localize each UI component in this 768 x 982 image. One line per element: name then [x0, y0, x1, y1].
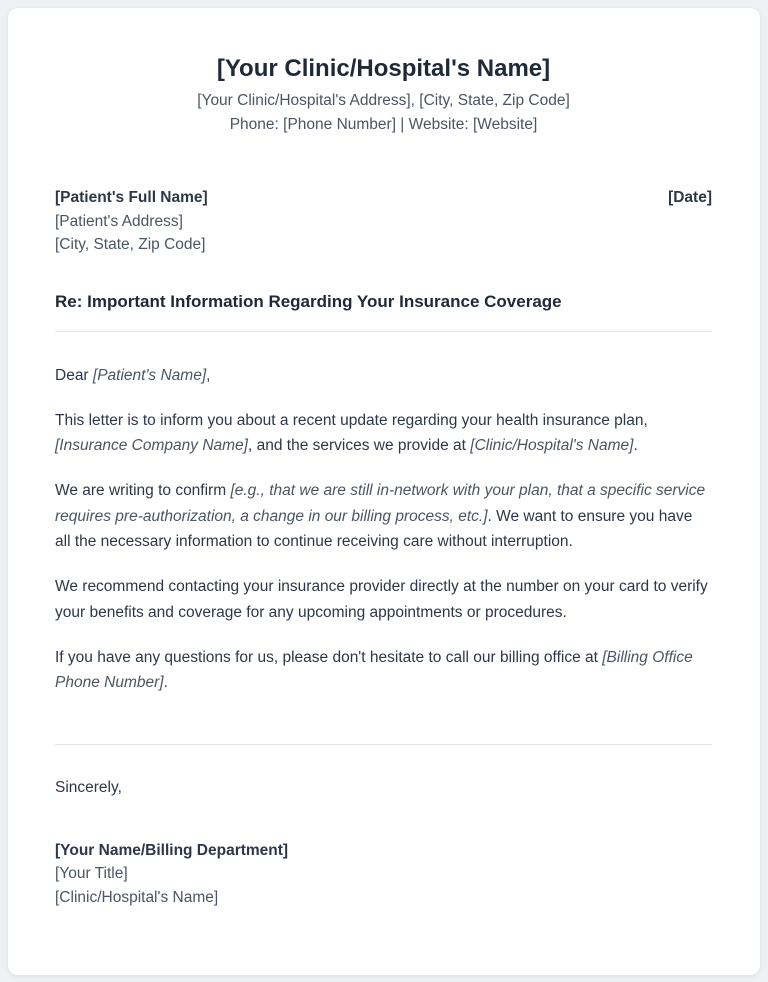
p2-text-b: . We want to ensure you have all the necessary information to continue receiving care without interruption. [55, 507, 693, 550]
signer-name: [Your Name/Billing Department] [55, 841, 289, 859]
paragraph-2 [55, 478, 712, 555]
billing-phone-placeholder: [Billing Office Phone Number] [55, 648, 693, 691]
signature-block [55, 839, 712, 910]
clinic-contact: Phone: [Phone Number] | Website: [Website] [229, 115, 538, 133]
recipient-block [55, 186, 712, 257]
p2-text-a: We are writing to confirm [55, 482, 231, 499]
patient-address: [Patient's Address] [55, 212, 183, 230]
closing: Sincerely, [55, 778, 122, 796]
letter-card [8, 8, 760, 975]
salutation-prefix: Dear [55, 366, 93, 384]
paragraph-1 [55, 408, 712, 459]
salutation-name: [Patient's Name] [92, 366, 207, 384]
clinic-name-placeholder: [Clinic/Hospital's Name] [470, 437, 634, 454]
letterhead [55, 8, 712, 136]
clinic-address: [Your Clinic/Hospital's Address], [City, State, Zip Code] [197, 92, 570, 109]
paragraph-3: We recommend contacting your insurance provider directly at the number on your card to verify your benefits and coverage for any upcoming appointments or procedures. [55, 578, 708, 621]
insurance-company-placeholder: [Insurance Company Name] [55, 437, 248, 454]
p1-text-a: This letter is to inform you about a recent update regarding your health insurance plan, [55, 411, 648, 429]
paragraph-4 [55, 645, 712, 696]
patient-name: [Patient's Full Name] [55, 189, 208, 206]
signer-clinic: [Clinic/Hospital's Name] [55, 888, 219, 906]
example-placeholder: [e.g., that we are still in-network with your plan, that a specific service requires pre-authorization, a change in our billing process, etc.] [55, 482, 706, 525]
patient-city-state-zip: [City, State, Zip Code] [55, 236, 206, 253]
signer-title: [Your Title] [55, 865, 128, 882]
letter-body [55, 363, 712, 696]
clinic-name: [Your Clinic/Hospital's Name] [216, 55, 551, 82]
subject-line: Re: Important Information Regarding Your Insurance Coverage [55, 290, 712, 332]
p4-text-b: . [163, 674, 168, 691]
salutation [55, 363, 712, 389]
p4-text-a: If you have any questions for us, please don't hesitate to call our billing office at [55, 648, 603, 666]
p1-text-b: , and the services we provide at [247, 437, 471, 454]
p1-text-c: . [633, 437, 638, 454]
letter-date: [Date] [668, 189, 712, 206]
section-divider [55, 744, 712, 745]
salutation-suffix: , [206, 366, 211, 384]
